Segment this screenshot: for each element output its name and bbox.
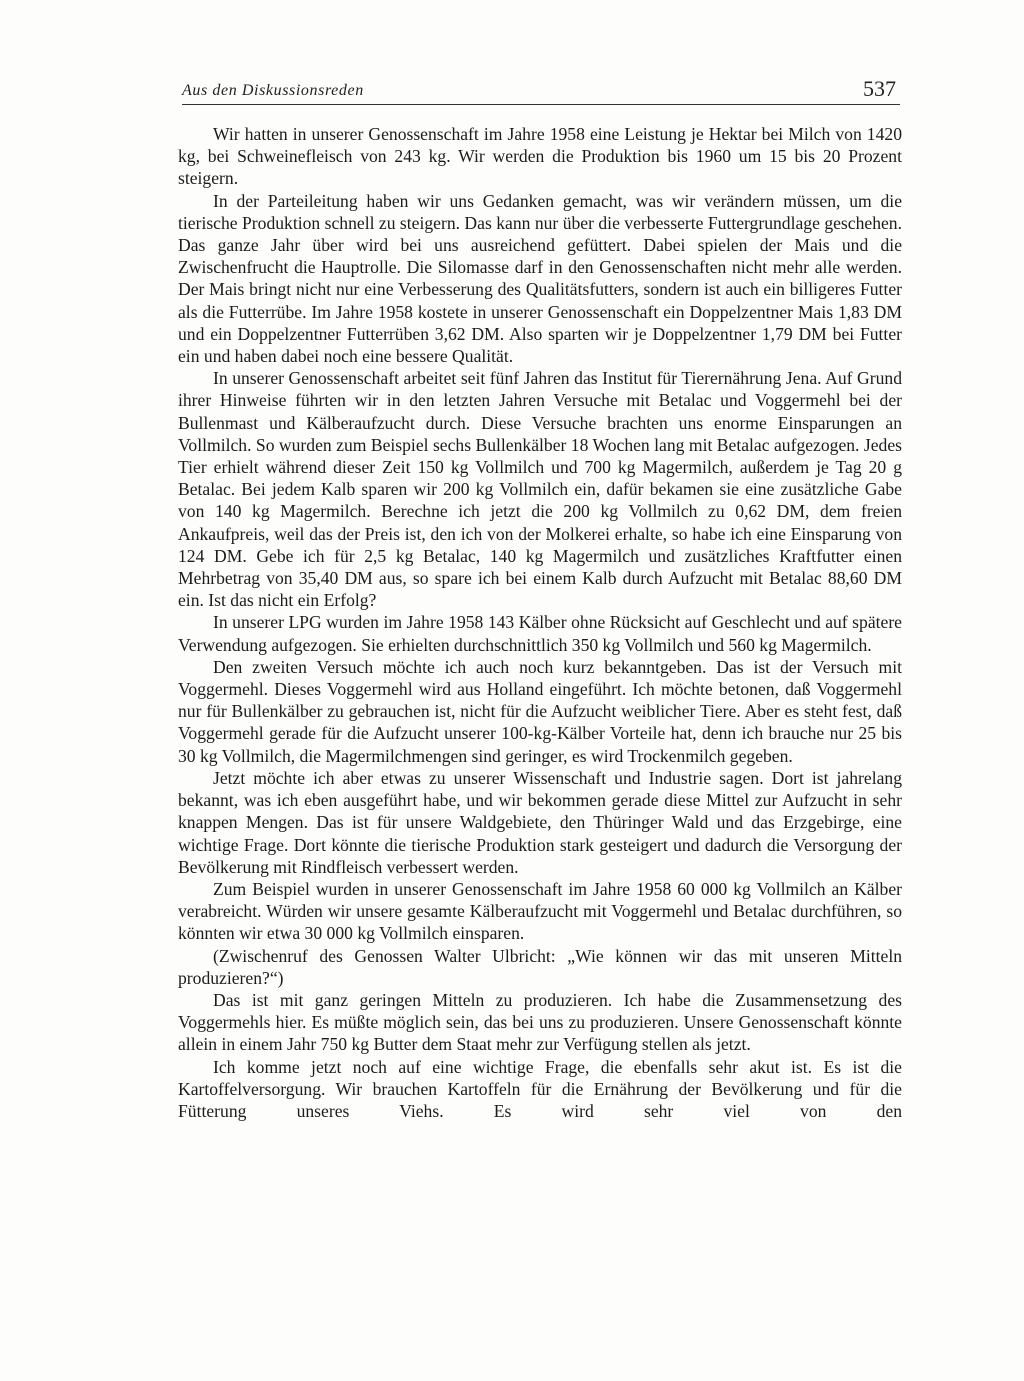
header-rule — [182, 104, 900, 105]
paragraph-milk-savings: Zum Beispiel wurden in unserer Genossenschaft im Jahre 1958 60 000 kg Vollmilch an Kälber verabreicht. Würden wir unsere gesamte Kälberaufzucht mit Voggermehl und Betalac durchführen, so könnten wir etwa 30 000 kg Vollmilch einsparen. — [178, 878, 902, 944]
running-head — [182, 76, 900, 106]
paragraph-production-means: Das ist mit ganz geringen Mitteln zu produzieren. Ich habe die Zusammensetzung des Voggermehls hier. Es müßte möglich sein, das bei uns zu produzieren. Unsere Genossenschaft könnte allein in einem Jahr 750 kg Butter dem Staat mehr zur Verfügung stellen als jetzt. — [178, 989, 902, 1055]
paragraph-voggermehl-trial: Den zweiten Versuch möchte ich auch noch kurz bekanntgeben. Das ist der Versuch mit Voggermehl. Dieses Voggermehl wird aus Holland eingeführt. Ich möchte betonen, daß Voggermehl nur für Bullenkälber zu gebrauchen ist, nicht für die Aufzucht weiblicher Tiere. Aber es steht fest, daß Voggermehl gerade für die Aufzucht unserer 100-kg-Kälber Vorteile hat, denn ich brauche nur 25 bis 30 kg Vollmilch, die Magermilchmengen sind geringer, es wird Trockenmilch gegeben. — [178, 656, 902, 766]
page-number: 537 — [863, 76, 896, 101]
paragraph-betalac-trial: In unserer Genossenschaft arbeitet seit fünf Jahren das Institut für Tierernährung Jena. Auf Grund ihrer Hinweise führten wir in den letzten Jahren Versuche mit Betalac und Voggermehl bei der Bullenmast und Kälberaufzucht durch. Diese Versuche brachten uns enorme Einsparungen an Vollmilch. So wurden zum Beispiel sechs Bullenkälber 18 Wochen lang mit Betalac aufgezogen. Jedes Tier erhielt während dieser Zeit 150 kg Vollmilch und 700 kg Magermilch, außerdem je Tag 20 g Betalac. Bei jedem Kalb sparen wir 200 kg Vollmilch ein, dafür bekamen sie eine zusätzliche Gabe von 140 kg Magermilch. Berechne ich jetzt die 200 kg Vollmilch zu 0,62 DM, dem freien Ankaufpreis, weil das der Preis ist, den ich von der Molkerei erhalte, so habe ich eine Einsparung von 124 DM. Gebe ich für 2,5 kg Betalac, 140 kg Magermilch und zusätzliches Kraftfutter einen Mehrbetrag von 35,40 DM aus, so spare ich bei einem Kalb durch Aufzucht mit Betalac 88,60 DM ein. Ist das nicht ein Erfolg? — [178, 368, 902, 611]
paragraph-lpg-calves: In unserer LPG wurden im Jahre 1958 143 Kälber ohne Rücksicht auf Geschlecht und auf spätere Verwendung aufgezogen. Sie erhielten durchschnittlich 350 kg Vollmilch und 560 kg Magermilch. — [178, 612, 902, 655]
paragraph-interjection: (Zwischenruf des Genossen Walter Ulbricht: „Wie können wir das mit unseren Mitteln produzieren?“) — [178, 945, 902, 988]
paragraph-potato-supply: Ich komme jetzt noch auf eine wichtige Frage, die ebenfalls sehr akut ist. Es ist die Kartoffelversorgung. Wir brauchen Kartoffeln für die Ernährung der Bevölkerung und für die Fütterung unseres Viehs. Es wird sehr viel von den — [178, 1056, 902, 1121]
paragraph-feed-basis: In der Parteileitung haben wir uns Gedanken gemacht, was wir verändern müssen, um die tierische Produktion schnell zu steigern. Das kann nur über die verbesserte Futtergrundlage geschehen. Das ganze Jahr über wird bei uns ausreichend gefüttert. Dabei spielen der Mais und die Zwischenfrucht die Hauptrolle. Die Silomasse darf in den Genossenschaften nicht mehr alle werden. Der Mais bringt nicht nur eine Verbesserung des Qualitätsfutters, sondern ist auch ein billigeres Futter als die Futterrübe. Im Jahre 1958 kostete in unserer Genossenschaft ein Doppelzentner Mais 1,83 DM und ein Doppelzentner Futterrüben 3,62 DM. Also sparten wir je Doppelzentner 1,79 DM bei Futter ein und haben dabei noch eine bessere Qualität. — [178, 190, 902, 367]
paragraph-science-industry: Jetzt möchte ich aber etwas zu unserer Wissenschaft und Industrie sagen. Dort ist jahrelang bekannt, was ich eben ausgeführt habe, und wir bekommen gerade diese Mittel zur Aufzucht in sehr knappen Mengen. Das ist für unsere Waldgebiete, den Thüringer Wald und das Erzgebirge, eine wichtige Frage. Dort könnte die tierische Produktion stark gesteigert und dadurch die Versorgung der Bevölkerung mit Rindfleisch verbessert werden. — [178, 767, 902, 877]
paragraph-production-figures: Wir hatten in unserer Genossenschaft im Jahre 1958 eine Leistung je Hektar bei Milch von 1420 kg, bei Schweinefleisch von 243 kg. Wir werden die Produktion bis 1960 um 15 bis 20 Prozent steigern. — [178, 124, 902, 189]
running-title: Aus den Diskussionsreden — [182, 82, 364, 99]
body-text — [178, 123, 902, 1122]
